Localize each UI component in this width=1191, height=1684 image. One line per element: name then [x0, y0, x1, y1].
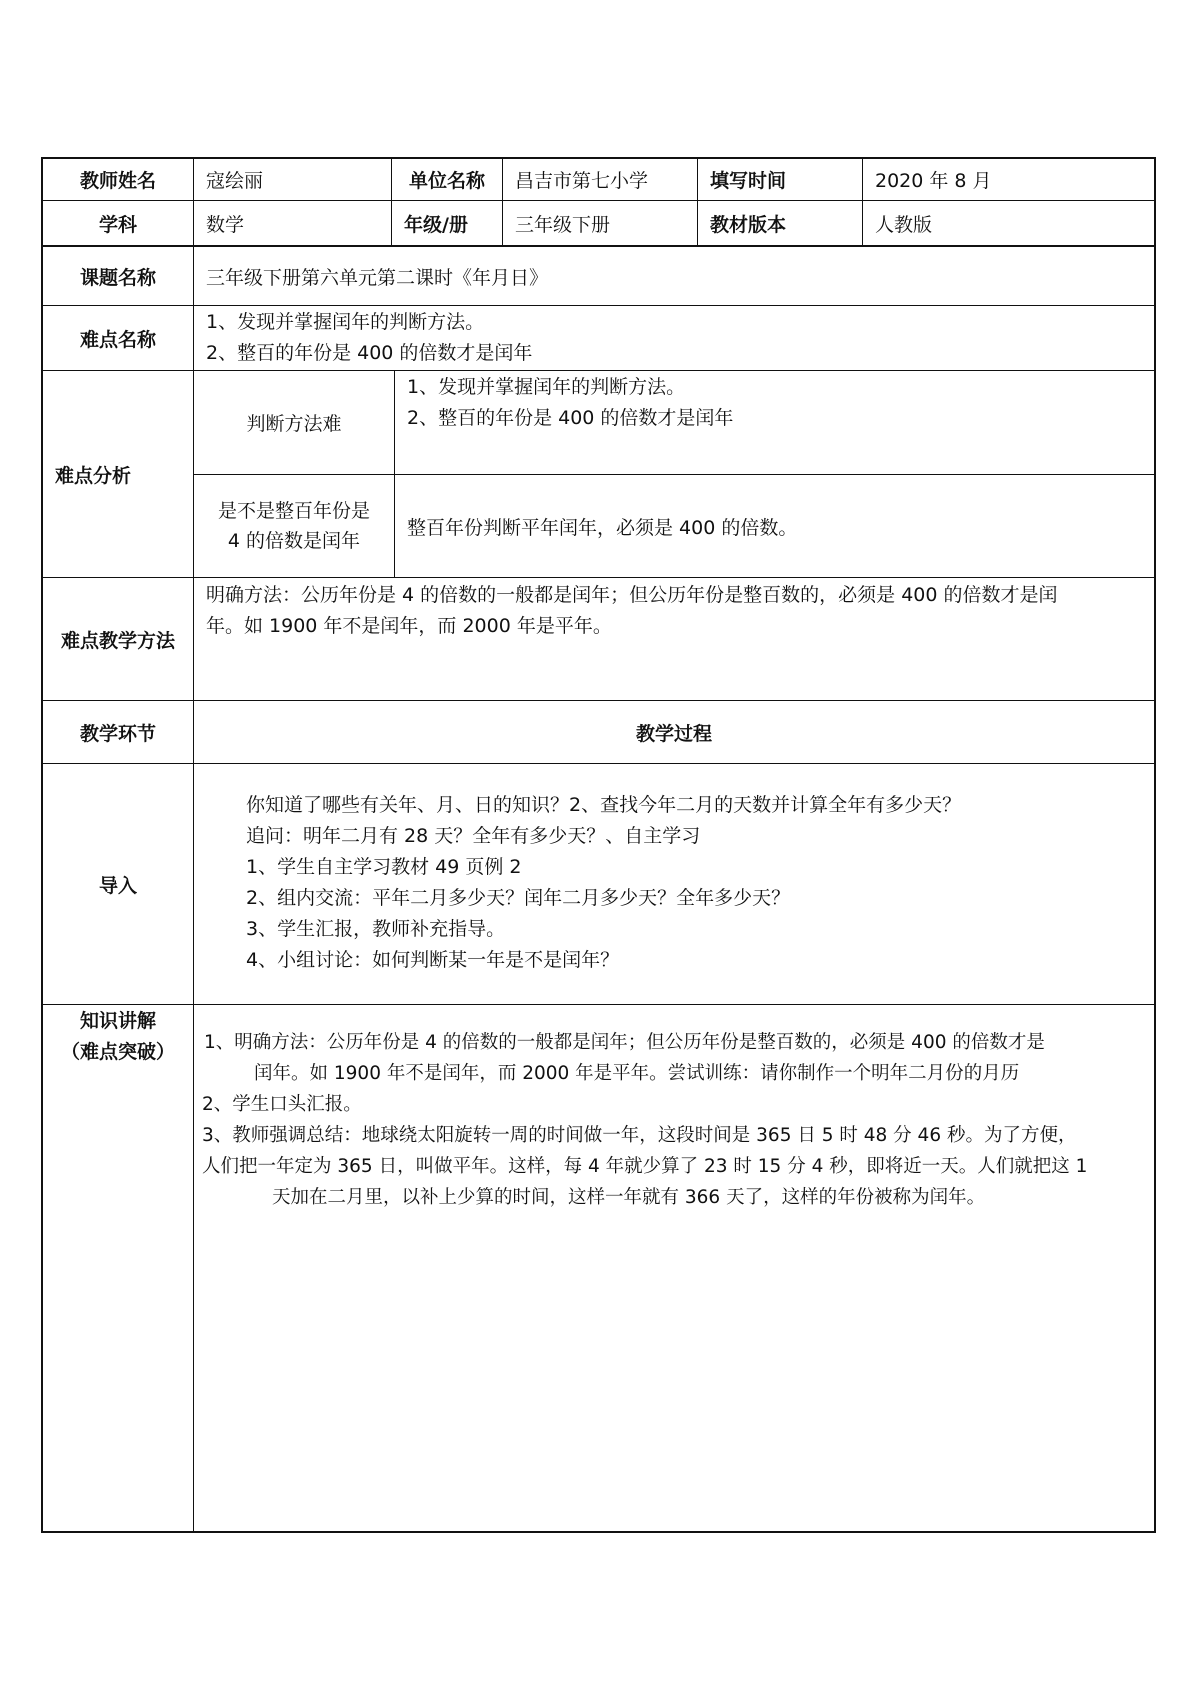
knowledge-label-line: （难点突破）	[60, 1041, 175, 1063]
knowledge-label-line: 知识讲解	[79, 1010, 156, 1032]
row-divider	[41, 763, 1156, 764]
knowledge-label	[43, 1006, 193, 1076]
table-border-right	[1154, 157, 1156, 1533]
difficulty-lines	[194, 306, 1154, 370]
teacher-name-value: 寇绘丽	[206, 170, 264, 192]
intro-line: 追问：明年二月有 28 天？全年有多少天？、自主学习	[246, 825, 701, 847]
difficulty-line: 1、发现并掌握闰年的判断方法。	[206, 311, 485, 333]
intro-lines	[246, 790, 1146, 990]
intro-label: 导入	[98, 874, 137, 897]
method-line: 明确方法：公历年份是 4 的倍数的一般都是闰年；但公历年份是整百数的，必须是 400 的倍数才是闰	[206, 584, 1058, 606]
difficulty-line: 2、整百的年份是 400 的倍数才是闰年	[206, 342, 533, 364]
difficulty-label: 难点名称	[79, 328, 156, 351]
knowledge-line: 3、教师强调总结：地球绕太阳旋转一周的时间做一年，这段时间是 365 日 5 时 48 分 46 秒。为了方便，	[202, 1125, 1077, 1146]
intro-line: 4、小组讨论：如何判断某一年是不是闰年？	[246, 949, 620, 971]
analysis-sub1-line: 2、整百的年份是 400 的倍数才是闰年	[407, 407, 734, 429]
process-header: 教学过程	[635, 722, 712, 745]
unit-name-label: 单位名称	[408, 170, 485, 192]
analysis-sub1-line: 1、发现并掌握闰年的判断方法。	[407, 376, 686, 398]
method-lines	[194, 578, 1154, 700]
knowledge-line: 2、学生口头汇报。	[202, 1094, 362, 1115]
grade-value: 三年级下册	[515, 213, 611, 236]
edition-label: 教材版本	[710, 213, 787, 236]
fill-date-label: 填写时间	[710, 170, 787, 192]
subject-value: 数学	[206, 213, 245, 236]
edition-value: 人教版	[875, 213, 933, 236]
table-border-bottom	[41, 1531, 1156, 1533]
method-line: 年。如 1900 年不是闰年，而 2000 年是平年。	[206, 615, 612, 637]
grade-label: 年级/册	[404, 213, 468, 236]
subject-label: 学科	[98, 213, 137, 236]
knowledge-line: 人们把一年定为 365 日，叫做平年。这样，每 4 年就少算了 23 时 15 分 4 秒，即将近一天。人们就把这 1	[202, 1156, 1088, 1177]
unit-name-value: 昌吉市第七小学	[515, 170, 649, 192]
analysis-sub1-lines	[395, 371, 1154, 474]
intro-line: 1、学生自主学习教材 49 页例 2	[246, 856, 522, 878]
intro-line: 你知道了哪些有关年、月、日的知识？2、查找今年二月的天数并计算全年有多少天？	[246, 794, 962, 816]
knowledge-line: 闰年。如 1900 年不是闰年，而 2000 年是平年。尝试训练：请你制作一个明年二月份的月历	[254, 1063, 1020, 1084]
analysis-label: 难点分析	[55, 464, 132, 487]
method-label: 难点教学方法	[60, 629, 175, 652]
row-divider	[41, 1004, 1156, 1005]
analysis-sub1-label: 判断方法难	[246, 413, 342, 435]
stage-header: 教学环节	[79, 722, 156, 745]
knowledge-line: 天加在二月里，以补上少算的时间，这样一年就有 366 天了，这样的年份被称为闰年。	[272, 1187, 986, 1208]
intro-line: 2、组内交流：平年二月多少天？闰年二月多少天？全年多少天？	[246, 887, 791, 909]
analysis-sub2-value: 整百年份判断平年闰年，必须是 400 的倍数。	[407, 516, 798, 539]
analysis-sub2-label-line: 4 的倍数是闰年	[227, 530, 361, 552]
teacher-name-label: 教师姓名	[79, 170, 156, 192]
analysis-sub2-label-line: 是不是整百年份是	[217, 500, 370, 522]
fill-date-value: 2020 年 8 月	[875, 170, 992, 192]
analysis-sub2-label	[194, 475, 394, 577]
topic-label: 课题名称	[79, 266, 156, 289]
topic-value: 三年级下册第六单元第二课时《年月日》	[206, 266, 549, 289]
knowledge-line: 1、明确方法：公历年份是 4 的倍数的一般都是闰年；但公历年份是整百数的，必须是 400 的倍数才是	[204, 1032, 1045, 1053]
intro-line: 3、学生汇报，教师补充指导。	[246, 918, 506, 940]
knowledge-lines	[200, 1027, 1150, 1227]
